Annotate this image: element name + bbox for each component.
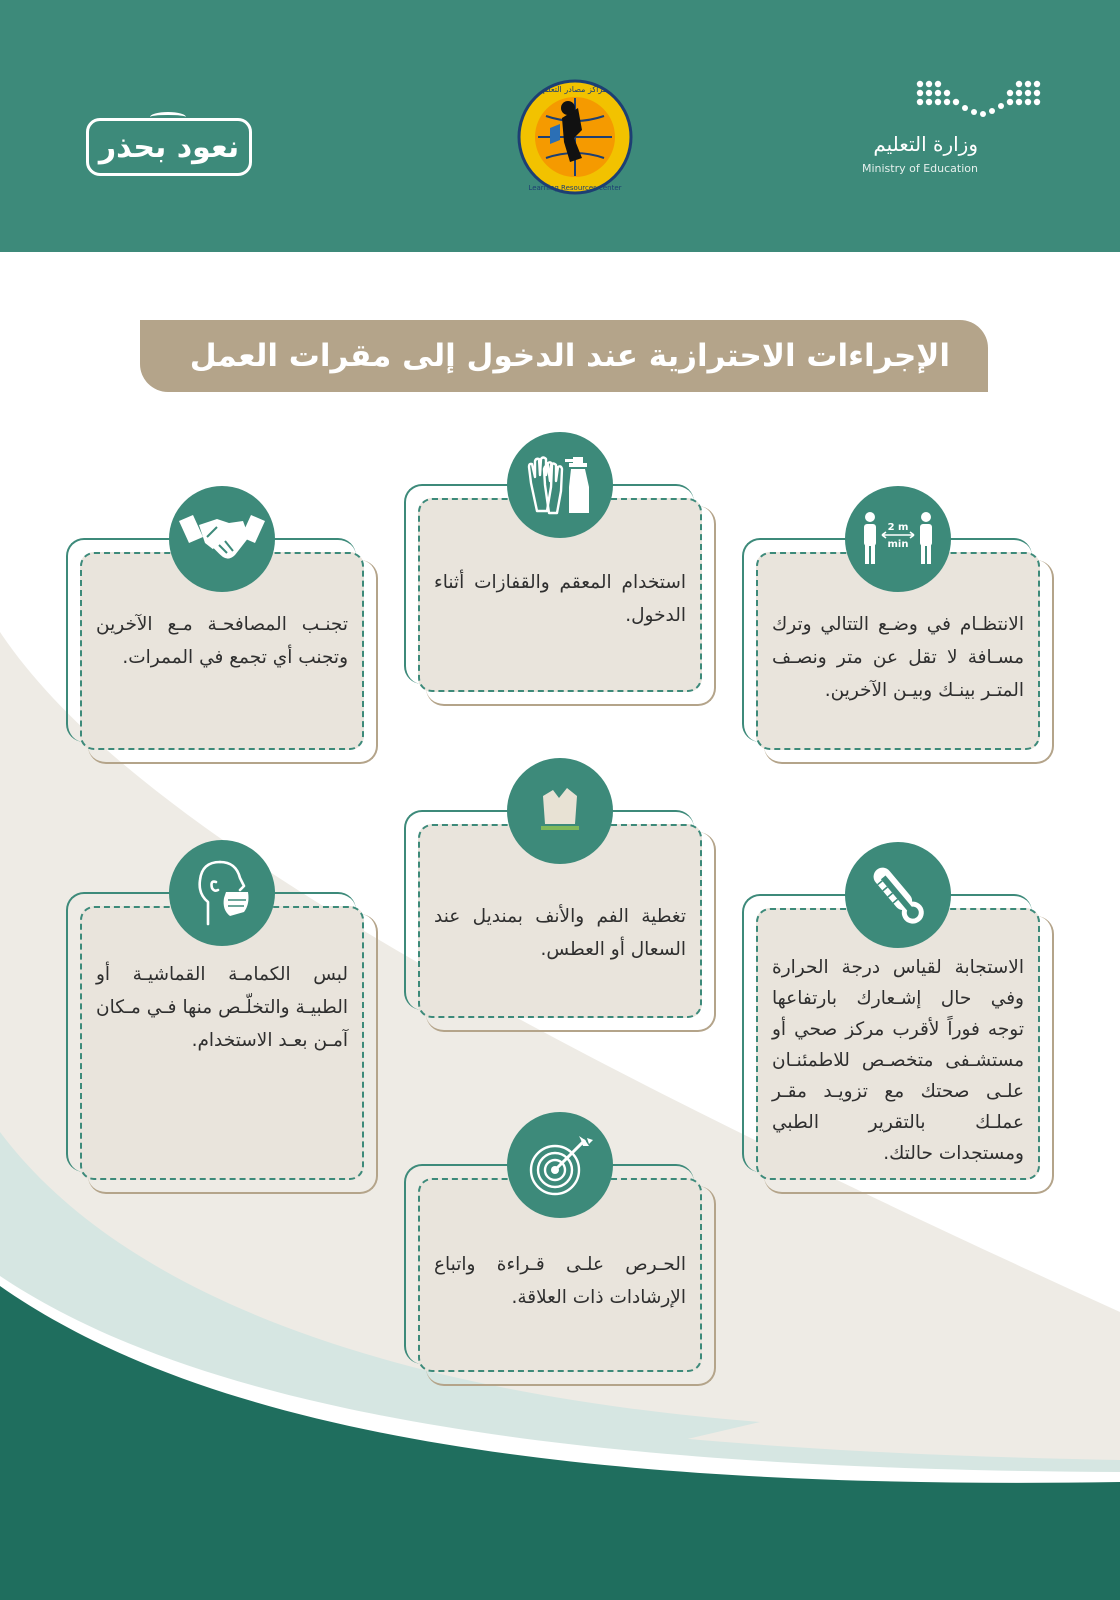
card-text: الاستجابة لقياس درجة الحرارة وفي حال إشـعارك بارتفاعها توجه فوراً لأقرب مركز صحي أو مستشـفى متخصـص للاطمئنـان علـى صحتك مع تزويـد مقـر عملـك بالتقرير الطبي ومستجدات حالتك. bbox=[772, 957, 1024, 1164]
card-no-handshake bbox=[66, 538, 378, 764]
social-distance-icon bbox=[845, 486, 951, 592]
card-text: لبس الكمامـة القماشيـة أو الطبيـة والتخلّـص منها فـي مـكان آمـن بعـد الاستخدام. bbox=[96, 964, 348, 1051]
card-face-mask bbox=[66, 892, 378, 1194]
card-social-distance bbox=[742, 522, 1054, 764]
ministry-name-ar: وزارة التعليم bbox=[873, 132, 978, 156]
center-logo-top-text: مراكز مصادر التعلم bbox=[542, 85, 608, 94]
gloves-sanitizer-icon bbox=[507, 432, 613, 538]
ministry-dots-icon bbox=[916, 78, 1044, 122]
svg-text:2 m: 2 m bbox=[887, 522, 909, 533]
center-logo-bottom-text: Learning Resources center bbox=[528, 184, 622, 192]
ministry-name-en: Ministry of Education bbox=[861, 162, 978, 175]
card-text: تغطية الفم والأنف بمنديل عند السعال أو العطس. bbox=[434, 906, 686, 960]
card-sanitizer bbox=[404, 484, 716, 706]
title-banner bbox=[140, 320, 988, 392]
card-text: الانتظـام في وضـع التتالي وترك مسـافة لا تقل عن متر ونصـف المتـر بينـك وبيـن الآخرين. bbox=[772, 614, 1024, 701]
page-title: الإجراءات الاحترازية عند الدخول إلى مقرات العمل bbox=[189, 338, 950, 374]
learning-resources-logo bbox=[516, 78, 634, 196]
badge-text: نعود بحذر bbox=[98, 129, 240, 165]
svg-text:min: min bbox=[887, 539, 909, 550]
card-text: الحـرص علـى قـراءة واتباع الإرشادات ذات العلاقة. bbox=[434, 1254, 686, 1308]
campaign-badge bbox=[86, 118, 252, 176]
ministry-logo bbox=[850, 74, 1050, 184]
header-band bbox=[0, 0, 1120, 252]
card-tissue bbox=[404, 810, 716, 1032]
no-handshake-icon bbox=[169, 486, 275, 592]
card-text: تجنـب المصافحـة مـع الآخرين وتجنب أي تجمع في الممرات. bbox=[96, 614, 348, 668]
thermometer-icon bbox=[845, 842, 951, 948]
target-icon bbox=[507, 1112, 613, 1218]
card-text: استخدام المعقم والقفازات أثناء الدخول. bbox=[434, 572, 686, 626]
bottom-wave bbox=[0, 1220, 1120, 1600]
tissue-icon bbox=[507, 758, 613, 864]
card-thermometer bbox=[742, 894, 1054, 1194]
face-mask-icon bbox=[169, 840, 275, 946]
